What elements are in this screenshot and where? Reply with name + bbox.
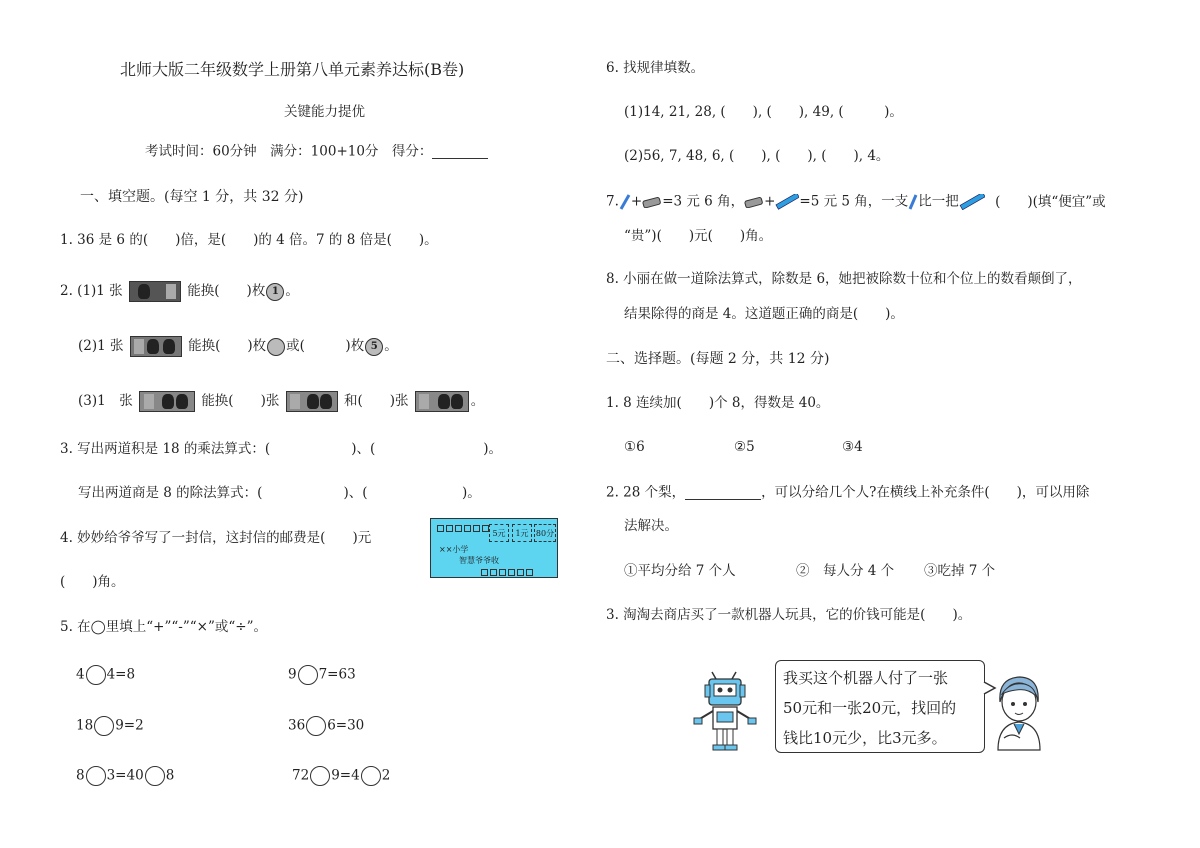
exam-info (145, 145, 488, 159)
q2-2-prefix: (2)1 张 (78, 338, 124, 354)
pencil-icon (619, 194, 631, 210)
q5-num: 36 (288, 717, 306, 734)
q5-end: 2 (381, 767, 391, 784)
q2-2-mid: 能换( )枚 (188, 338, 267, 354)
coin-label: 5 (370, 340, 378, 352)
coin-five-icon (365, 338, 383, 356)
question-8a: 8. 小丽在做一道除法算式，除数是 6，她把被除数十位和个位上的数看颠倒了， (606, 271, 1082, 287)
envelope-image (430, 518, 558, 578)
banknote-icon (130, 336, 182, 357)
coin-icon (267, 338, 285, 356)
choice-2b: 法解决。 (624, 518, 678, 534)
q5-item (292, 766, 390, 786)
q7-plus: + (764, 193, 776, 210)
q5-end: 8 (165, 767, 175, 784)
q7-num: 7. (606, 193, 619, 210)
q5-rest: 7=63 (318, 666, 356, 683)
page-title: 北师大版二年级数学上册第八单元素养达标(B卷) (120, 60, 465, 79)
ruler-icon (775, 194, 799, 210)
q5-item (76, 766, 174, 786)
question-2-2 (78, 336, 398, 357)
c2-prefix: 2. 28 个梨， (606, 484, 686, 501)
q5-num: 4 (76, 666, 85, 683)
question-2-3 (78, 391, 484, 412)
question-7 (606, 194, 1106, 210)
bubble-line: 50元和一张20元，找回的 (783, 699, 957, 717)
choice-2 (606, 486, 1089, 500)
choice-2-option[interactable]: ③吃掉 7 个 (924, 563, 996, 579)
ruler-icon (959, 194, 985, 210)
question-8b: 结果除得的商是 4。这道题正确的商是( )。 (624, 306, 904, 322)
q5-rest: 9=2 (115, 717, 144, 734)
question-1: 1. 36 是 6 的( )倍，是( )的 4 倍。7 的 8 倍是( )。 (60, 232, 438, 248)
question-6-1: (1)14, 21, 28, ( ), ( ), 49, ( )。 (624, 104, 903, 120)
section-choice: 二、选择题。(每题 2 分，共 12 分) (606, 351, 830, 367)
q2-3-mid: 能换( )张 (201, 393, 280, 409)
question-4b: ( )角。 (60, 574, 125, 590)
choice-1-option[interactable]: ②5 (734, 439, 755, 455)
choice-2-option[interactable]: ② 每人分 4 个 (796, 563, 895, 579)
q7-eq1: =3 元 6 角， (662, 193, 745, 210)
envelope-line2: 智慧爷爷收 (459, 556, 499, 565)
coin-icon (266, 283, 284, 301)
q2-1-prefix: 2. (1)1 张 (60, 283, 123, 299)
stamp-80fen: 80分 (534, 524, 556, 542)
q7-eq2: =5 元 5 角，一支 (799, 193, 909, 210)
q5-item (288, 716, 364, 736)
q5-num: 72 (292, 767, 310, 784)
bubble-line: 我买这个机器人付了一张 (783, 669, 949, 687)
choice-2-option[interactable]: ①平均分给 7 个人 (624, 563, 736, 579)
stamp-1yuan: 1元 (512, 524, 532, 542)
banknote-icon (286, 391, 338, 412)
eraser-icon (744, 196, 764, 208)
exam-info-text: 考试时间：60分钟 满分：100+10分 得分： (145, 143, 433, 160)
robot-illustration (690, 668, 760, 752)
operator-circle[interactable] (86, 665, 106, 685)
q5-rest: 4=8 (106, 666, 136, 683)
choice-1-option[interactable]: ①6 (624, 439, 645, 455)
c2-rest: ，可以分给几个人?在横线上补充条件( )，可以用除 (761, 484, 1090, 501)
q7-compare: 比一把 (918, 193, 959, 210)
q2-3-prefix: (3)1 张 (78, 393, 133, 409)
choice-3: 3. 淘淘去商店买了一款机器人玩具，它的价钱可能是( )。 (606, 607, 972, 623)
choice-1-option[interactable]: ③4 (842, 439, 863, 455)
section-fill-in: 一、填空题。(每空 1 分，共 32 分) (80, 189, 304, 205)
condition-blank[interactable] (685, 486, 761, 500)
operator-circle[interactable] (145, 766, 165, 786)
q5-rest: 3=40 (106, 767, 144, 784)
boy-illustration (990, 672, 1046, 752)
question-6-2: (2)56, 7, 48, 6, ( ), ( ), ( ), 4。 (624, 148, 890, 164)
operator-circle[interactable] (298, 665, 318, 685)
speech-bubble (775, 660, 985, 753)
q5-num: 9 (288, 666, 297, 683)
banknote-icon (415, 391, 469, 412)
operator-circle[interactable] (306, 716, 326, 736)
eraser-icon (642, 196, 662, 208)
question-7b: “贵”)( )元( )角。 (624, 228, 773, 244)
banknote-icon (139, 391, 195, 412)
q5-item (76, 665, 135, 685)
question-5: 5. 在◯里填上“+”“-”“×”或“÷”。 (60, 619, 267, 635)
operator-circle[interactable] (94, 716, 114, 736)
q2-1-end: 。 (285, 283, 299, 299)
operator-circle[interactable] (86, 766, 106, 786)
q7-plus: + (630, 193, 643, 210)
pencil-icon (908, 194, 918, 210)
question-6: 6. 找规律填数。 (606, 60, 705, 76)
question-3b: 写出两道商是 8 的除法算式：( )、( )。 (78, 485, 481, 501)
bubble-line: 钱比10元少，比3元多。 (783, 729, 947, 747)
q2-3-mid2: 和( )张 (343, 393, 409, 409)
question-4a: 4. 妙妙给爷爷写了一封信，这封信的邮费是( )元 (60, 530, 372, 546)
page-subtitle: 关键能力提优 (284, 104, 365, 120)
stamp-5yuan: 5元 (489, 524, 509, 542)
q5-item (76, 716, 144, 736)
question-2-1 (60, 281, 299, 302)
coin-label: 1 (271, 285, 279, 297)
q2-1-mid: 能换( )枚 (187, 283, 266, 299)
operator-circle[interactable] (310, 766, 330, 786)
q5-item (288, 665, 356, 685)
q7-blank: ( )(填“便宜”或 (995, 193, 1106, 210)
q2-3-end: 。 (470, 393, 485, 409)
q5-num: 18 (76, 717, 94, 734)
choice-1: 1. 8 连续加( )个 8，得数是 40。 (606, 395, 830, 411)
banknote-icon (129, 281, 181, 302)
q5-rest: 9=4 (331, 767, 360, 784)
q2-2-mid2: 或( )枚 (286, 338, 365, 354)
envelope-line1: ××小学 (439, 545, 469, 554)
question-3a: 3. 写出两道积是 18 的乘法算式：( )、( )。 (60, 441, 502, 457)
operator-circle[interactable] (361, 766, 381, 786)
q5-num: 8 (76, 767, 85, 784)
q5-rest: 6=30 (327, 717, 365, 734)
q2-2-end: 。 (384, 338, 398, 354)
score-blank[interactable] (432, 145, 488, 159)
